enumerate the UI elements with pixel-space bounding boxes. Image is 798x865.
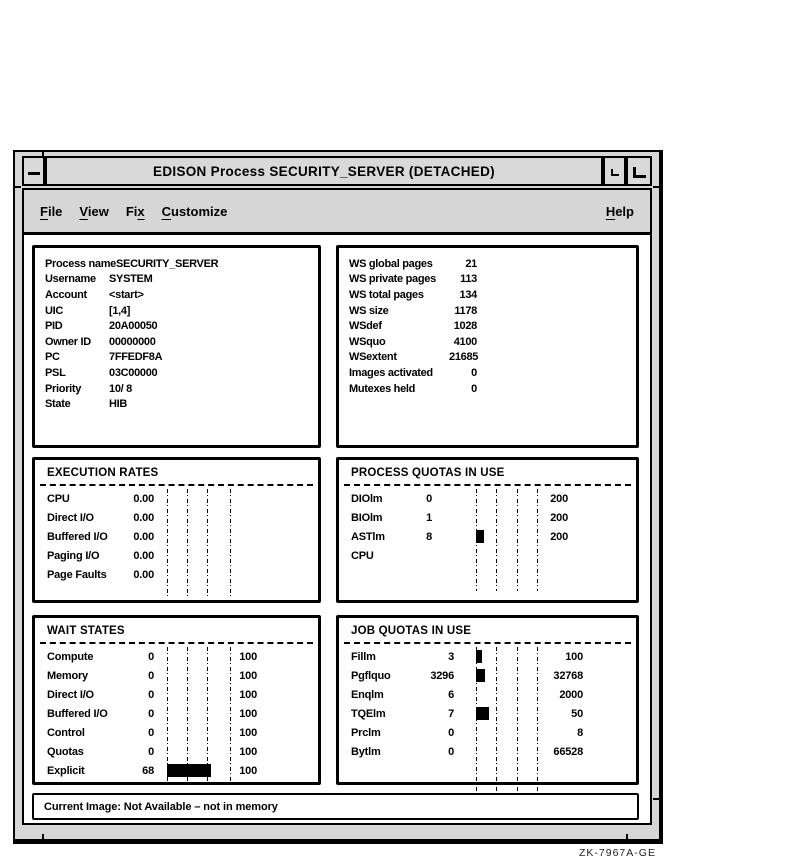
meter-value: 0: [148, 707, 154, 720]
meter-label: DIOlm: [351, 492, 383, 505]
meter-value: 0: [148, 745, 154, 758]
field-value: 21685: [449, 351, 479, 364]
panel-execution-rates: [32, 457, 321, 603]
bar-fill: [476, 650, 482, 663]
mnemonic-underline: H: [605, 203, 616, 219]
meter-label: Direct I/O: [47, 688, 94, 701]
meter-bar-area: [476, 669, 538, 682]
info-row: [35, 287, 318, 303]
field-value: 4100: [453, 335, 477, 348]
info-row: [35, 334, 318, 350]
meter-value: 0: [148, 726, 154, 739]
panel-title: PROCESS QUOTAS IN USE: [351, 467, 505, 479]
meter-label: Pgflquo: [351, 669, 391, 682]
meter-bar-area: [476, 511, 538, 524]
panel-wait-states: [32, 615, 321, 785]
meter-limit: 100: [239, 764, 257, 777]
info-row: [35, 396, 318, 412]
meter-row: [339, 527, 636, 546]
meter-row: [35, 704, 318, 723]
field-label: WS private pages: [349, 273, 436, 286]
status-bar: [32, 793, 639, 820]
field-label: PSL: [45, 366, 66, 379]
field-value: 134: [459, 288, 477, 301]
panel-process-info: [32, 245, 321, 448]
meter-value: 1: [426, 511, 432, 524]
meter-bar-area: [476, 745, 538, 758]
execution-rates-rows: [35, 486, 318, 584]
field-label: Owner ID: [45, 335, 91, 348]
field-value: 21: [465, 257, 477, 270]
dash-icon: [28, 172, 40, 175]
meter-limit: 200: [550, 511, 568, 524]
client-area: [24, 235, 650, 823]
meter-value: 0: [148, 688, 154, 701]
window-titlebar[interactable]: [45, 156, 603, 186]
menu-item-customize[interactable]: Customize: [161, 203, 228, 219]
field-value: 20A00050: [109, 320, 158, 333]
bar-fill: [476, 707, 489, 720]
meter-value: 3: [448, 650, 454, 663]
field-label: Process name: [45, 257, 116, 270]
meter-row: [35, 527, 318, 546]
meter-label: Enqlm: [351, 688, 384, 701]
meter-label: Memory: [47, 669, 88, 682]
menu-help: [605, 202, 635, 221]
info-row: [35, 350, 318, 366]
panel-title: WAIT STATES: [47, 625, 125, 637]
meter-label: Control: [47, 726, 85, 739]
meter-row: [339, 742, 636, 761]
meter-label: Compute: [47, 650, 94, 663]
meter-bar-area: [476, 726, 538, 739]
field-label: Account: [45, 288, 87, 301]
meter-bar-area: [167, 549, 231, 562]
menu-item-fix[interactable]: Fix: [125, 203, 145, 219]
meter-value: 0: [448, 745, 454, 758]
field-value: HIB: [109, 398, 128, 411]
menu-items: [39, 202, 228, 221]
process-info-rows: [35, 248, 318, 412]
meter-row: [35, 685, 318, 704]
field-label: WS total pages: [349, 288, 424, 301]
meter-row: [35, 666, 318, 685]
meter-value: 0: [148, 650, 154, 663]
meter-value: 3296: [430, 669, 454, 682]
field-label: WS size: [349, 304, 389, 317]
info-row: [339, 381, 636, 397]
info-row: [35, 272, 318, 288]
meter-label: ASTlm: [351, 530, 385, 543]
field-value: 1178: [454, 304, 477, 317]
meter-label: Buffered I/O: [47, 707, 108, 720]
meter-bar-area: [476, 688, 538, 701]
meter-value: 0.00: [133, 511, 154, 524]
field-value: 0: [471, 382, 477, 395]
field-value: 03C00000: [109, 366, 158, 379]
info-row: [35, 381, 318, 397]
field-value: SYSTEM: [109, 273, 153, 286]
menu-item-view[interactable]: View: [79, 203, 109, 219]
meter-limit: 8: [577, 726, 583, 739]
meter-row: [339, 685, 636, 704]
field-label: PID: [45, 320, 63, 333]
frame-notch: [653, 798, 662, 800]
meter-row: [35, 742, 318, 761]
menu-bar: [24, 190, 650, 235]
meter-value: 0: [448, 726, 454, 739]
menu-item-file[interactable]: File: [40, 203, 63, 219]
window-inner: [22, 188, 652, 825]
field-label: WSdef: [349, 320, 382, 333]
meter-limit: 100: [239, 745, 257, 758]
meter-row: [339, 647, 636, 666]
info-row: [35, 303, 318, 319]
meter-row: [35, 489, 318, 508]
menu-item-help[interactable]: Help: [605, 203, 634, 219]
meter-bar-area: [167, 650, 231, 663]
panel-job-quotas: [336, 615, 639, 785]
field-value: 10/ 8: [109, 382, 132, 395]
meter-label: Page Faults: [47, 568, 107, 581]
meter-row: [35, 546, 318, 565]
meter-label: Paging I/O: [47, 549, 100, 562]
corner-small-icon: [611, 169, 619, 176]
field-value: [1,4]: [109, 304, 131, 317]
meter-label: Fillm: [351, 650, 376, 663]
window-title: EDISON Process SECURITY_SERVER (DETACHED): [153, 163, 495, 179]
field-label: Mutexes held: [349, 382, 416, 395]
field-label: WSquo: [349, 335, 386, 348]
frame-notch: [42, 834, 44, 842]
info-row: [35, 318, 318, 334]
titlebar-row: [22, 156, 652, 186]
meter-row: [35, 508, 318, 527]
meter-bar-area: [167, 511, 231, 524]
info-row: [339, 318, 636, 334]
mnemonic-underline: x: [137, 203, 145, 219]
meter-limit: 100: [239, 726, 257, 739]
meter-row: [339, 666, 636, 685]
panel-title: EXECUTION RATES: [47, 467, 159, 479]
meter-bar-area: [476, 707, 538, 720]
meter-label: Explicit: [47, 764, 85, 777]
meter-row: [339, 704, 636, 723]
meter-bar-area: [476, 549, 538, 562]
meter-row: [339, 723, 636, 742]
restore-button[interactable]: [603, 156, 626, 186]
field-label: WSextent: [349, 351, 397, 364]
info-row: [35, 365, 318, 381]
meter-value: 8: [426, 530, 432, 543]
bar-fill: [167, 764, 211, 777]
minimize-button[interactable]: [22, 156, 45, 186]
meter-value: 6: [448, 688, 454, 701]
meter-label: Quotas: [47, 745, 84, 758]
info-row: [339, 365, 636, 381]
meter-label: CPU: [47, 492, 70, 505]
info-row: [339, 272, 636, 288]
meter-bar-area: [167, 707, 231, 720]
mnemonic-underline: C: [161, 203, 172, 219]
meter-bar-area: [167, 530, 231, 543]
meter-limit: 100: [239, 688, 257, 701]
meter-bar-area: [167, 726, 231, 739]
meter-limit: 2000: [559, 688, 583, 701]
field-label: State: [45, 398, 71, 411]
field-value: <start>: [109, 288, 144, 301]
field-label: Priority: [45, 382, 82, 395]
meter-value: 0.00: [133, 549, 154, 562]
status-text: Current Image: Not Available – not in memory: [44, 800, 278, 813]
working-set-rows: [339, 248, 636, 396]
info-row: [339, 350, 636, 366]
meter-row: [339, 489, 636, 508]
field-value: 7FFEDF8A: [109, 351, 163, 364]
maximize-button[interactable]: [626, 156, 652, 186]
meter-label: TQElm: [351, 707, 386, 720]
meter-limit: 200: [550, 492, 568, 505]
field-label: Images activated: [349, 366, 433, 379]
meter-row: [339, 508, 636, 527]
field-value: 113: [460, 273, 477, 286]
meter-row: [35, 565, 318, 584]
meter-row: [35, 723, 318, 742]
meter-value: 0: [148, 669, 154, 682]
meter-value: 7: [448, 707, 454, 720]
info-row: [339, 256, 636, 272]
meter-value: 68: [142, 764, 154, 777]
meter-bar-area: [476, 492, 538, 505]
meter-bar-area: [167, 764, 231, 777]
frame-notch: [626, 834, 628, 842]
meter-limit: 100: [239, 650, 257, 663]
meter-label: BIOlm: [351, 511, 383, 524]
meter-label: Prclm: [351, 726, 381, 739]
meter-label: CPU: [351, 549, 374, 562]
meter-label: Bytlm: [351, 745, 381, 758]
meter-bar-area: [167, 568, 231, 581]
meter-limit: 100: [239, 669, 257, 682]
field-value: 00000000: [109, 335, 156, 348]
info-row: [35, 256, 318, 272]
meter-limit: 50: [571, 707, 583, 720]
meter-row: [35, 761, 318, 780]
frame-notch: [13, 186, 21, 188]
mnemonic-underline: F: [40, 203, 48, 219]
job-quotas-rows: [339, 644, 636, 761]
field-value: SECURITY_SERVER: [116, 257, 219, 270]
wait-states-rows: [35, 644, 318, 780]
meter-bar-area: [167, 688, 231, 701]
meter-limit: 100: [565, 650, 583, 663]
field-value: 0: [471, 366, 477, 379]
meter-limit: 100: [239, 707, 257, 720]
meter-bar-area: [476, 650, 538, 663]
meter-bar-area: [476, 530, 538, 543]
mnemonic-underline: V: [79, 203, 88, 219]
frame-notch: [653, 186, 662, 188]
bar-fill: [476, 669, 485, 682]
corner-large-icon: [633, 167, 646, 178]
figure-caption: ZK-7967A-GE: [579, 847, 656, 859]
panel-title: JOB QUOTAS IN USE: [351, 625, 472, 637]
meter-limit: 66528: [553, 745, 583, 758]
meter-value: 0.00: [133, 530, 154, 543]
meter-bar-area: [167, 669, 231, 682]
meter-value: 0.00: [133, 568, 154, 581]
process-monitor-window: [13, 150, 663, 844]
field-label: WS global pages: [349, 257, 433, 270]
info-row: [339, 303, 636, 319]
panel-process-quotas: [336, 457, 639, 603]
meter-label: Buffered I/O: [47, 530, 108, 543]
meter-row: [339, 546, 636, 565]
meter-bar-area: [167, 492, 231, 505]
panel-working-set-info: [336, 245, 639, 448]
info-row: [339, 334, 636, 350]
meter-value: 0.00: [133, 492, 154, 505]
field-value: 1028: [453, 320, 477, 333]
bar-fill: [476, 530, 484, 543]
meter-row: [35, 647, 318, 666]
process-quotas-rows: [339, 486, 636, 565]
info-row: [339, 287, 636, 303]
field-label: Username: [45, 273, 96, 286]
meter-bar-area: [167, 745, 231, 758]
field-label: UIC: [45, 304, 64, 317]
meter-label: Direct I/O: [47, 511, 94, 524]
meter-limit: 200: [550, 530, 568, 543]
meter-limit: 32768: [553, 669, 583, 682]
meter-value: 0: [426, 492, 432, 505]
field-label: PC: [45, 351, 60, 364]
